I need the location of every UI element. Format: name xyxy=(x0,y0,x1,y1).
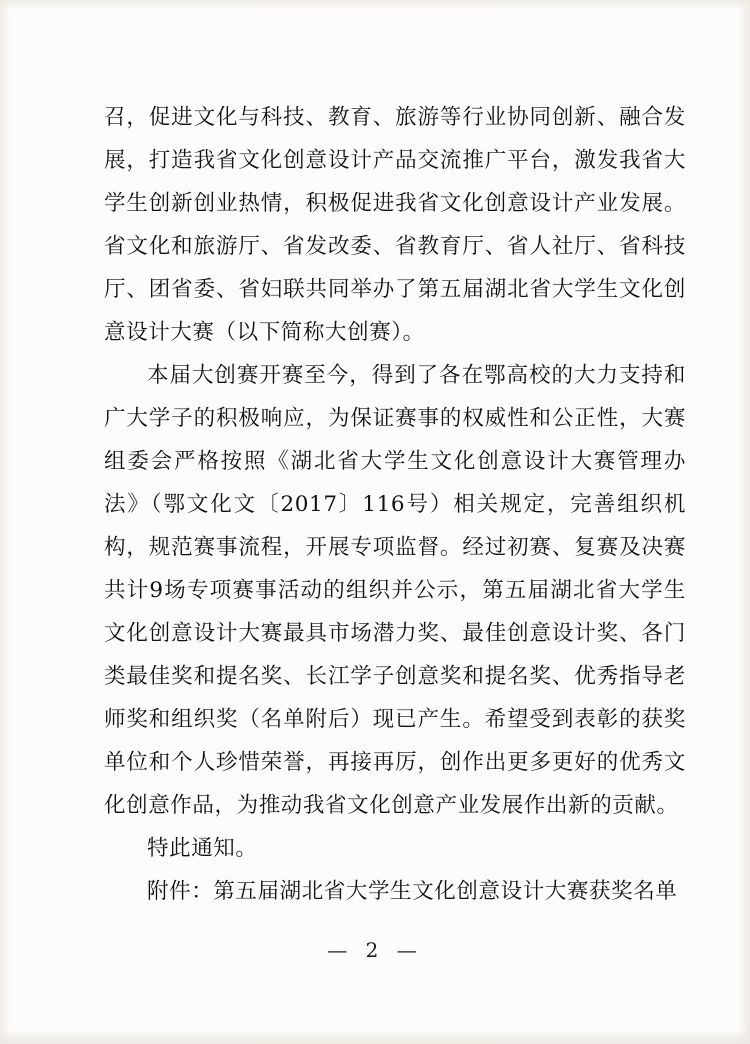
paragraph-notice-statement: 特此通知。 xyxy=(147,836,258,861)
paragraph-continuation: 召，促进文化与科技、教育、旅游等行业协同创新、融合发展，打造我省文化创意设计产品交流推广平台，激发我省大学生创新创业热情，积极促进我省文化创意设计产业发展。省文化和旅游厅、省发改委、省教育厅、省人社厅、省科技厅、团省委、省妇联共同举办了第五届湖北省大学生文化创意设计大赛（以下简称大创赛）。 xyxy=(104,105,686,345)
page-edge-left xyxy=(0,0,10,1044)
document-body xyxy=(104,96,686,913)
page-footer xyxy=(0,938,750,962)
page-edge-bottom xyxy=(0,1030,750,1044)
page-number: — 2 — xyxy=(327,938,423,962)
paragraph-competition-summary: 本届大创赛开赛至今，得到了各在鄂高校的大力支持和广大学子的积极响应，为保证赛事的权威性和公正性，大赛组委会严格按照《湖北省大学生文化创意设计大赛管理办法》（鄂文化文〔2017〕116号）相关规定，完善组织机构，规范赛事流程，开展专项监督。经过初赛、复赛及决赛共计9场专项赛事活动的组织并公示，第五届湖北省大学生文化创意设计大赛最具市场潜力奖、最佳创意设计奖、各门类最佳奖和提名奖、长江学子创意奖和提名奖、优秀指导老师奖和组织奖（名单附后）现已产生。希望受到表彰的获奖单位和个人珍惜荣誉，再接再厉，创作出更多更好的优秀文化创意作品，为推动我省文化创意产业发展作出新的贡献。 xyxy=(104,363,686,818)
paragraph-attachment: 附件：第五届湖北省大学生文化创意设计大赛获奖名单 xyxy=(147,879,678,904)
page-edge-right xyxy=(738,0,750,1044)
page-edge-top xyxy=(0,0,750,10)
